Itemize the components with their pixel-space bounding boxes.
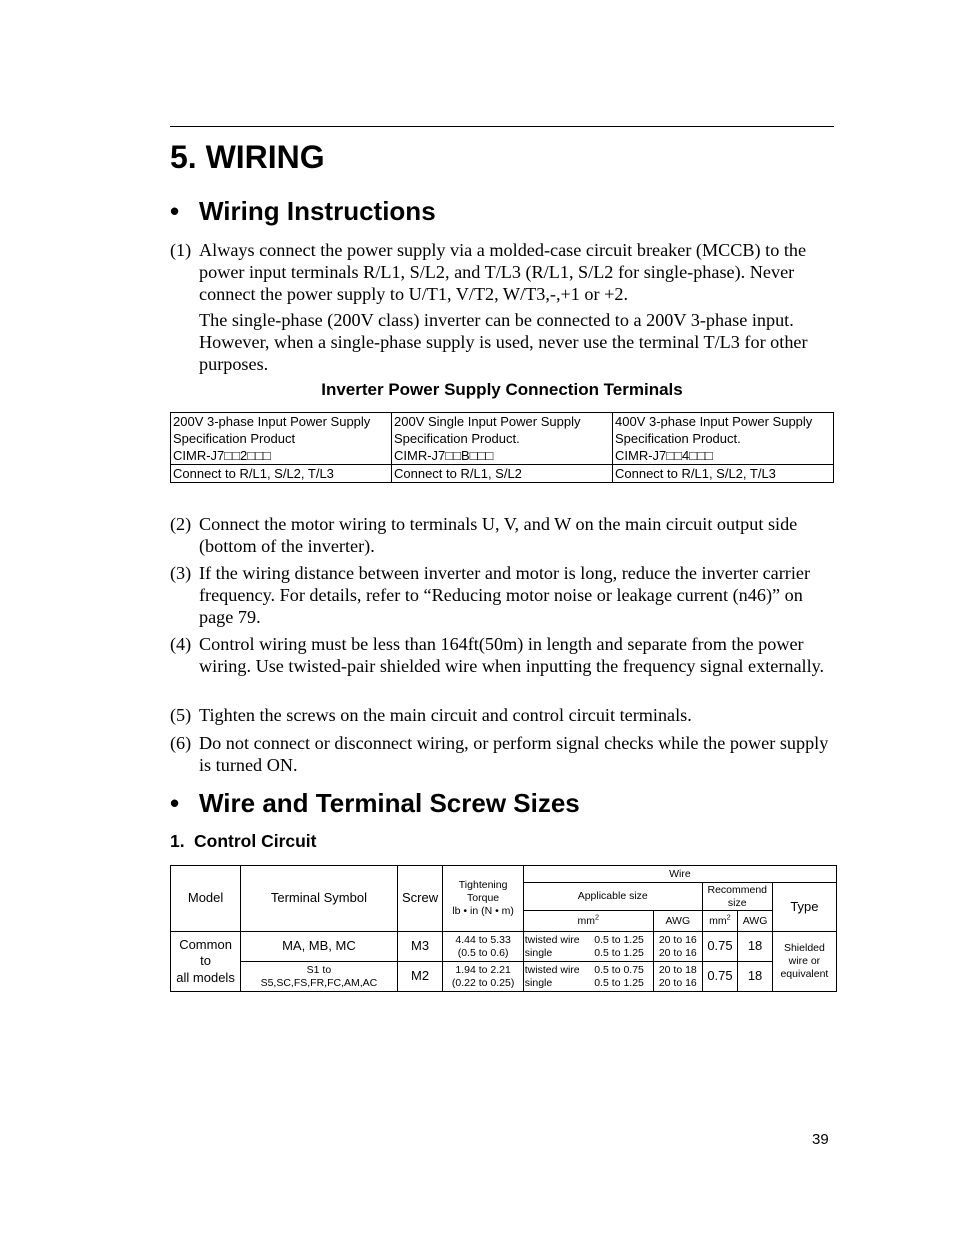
header-rec-mm2 [702,911,738,932]
header-line: lb • in (N • m) [452,905,514,917]
unit-text: mm [577,914,596,927]
cell-line: 4.44 to 5.33 [455,933,511,946]
cell-line: Specification Product. [394,431,520,446]
rec-mm2-cell: 0.75 [702,932,738,962]
table-row [171,962,837,992]
cell-line: 20 to 16 [658,933,697,946]
cell-line: 20 to 16 [658,946,697,959]
control-circuit-wire-table [170,865,837,992]
screw-cell: M2 [397,962,443,992]
unit-superscript: 2 [726,912,731,921]
item-number: (4) [170,634,192,654]
rec-awg-cell: 18 [738,962,773,992]
wire-kind: twisted wire [524,963,580,976]
table-cell [392,413,613,465]
table-header-row [171,866,837,883]
header-awg: AWG [653,911,702,932]
header-type: Type [772,883,836,932]
item-text: Connect the motor wiring to terminals U, V, and W on the main circuit output side (bottom of the inverter). [199,514,798,556]
subsection-title: Control Circuit [194,831,317,851]
header-mm2 [523,911,653,932]
wire-size: 0.5 to 1.25 [594,946,644,959]
cell-line [525,934,652,947]
cell-line: CIMR-J7□□4□□□ [615,448,713,463]
table-cell: Connect to R/L1, S/L2, T/L3 [613,465,834,483]
header-screw: Screw [397,866,443,932]
cell-line: 400V 3-phase Input Power Supply [615,414,813,429]
page-number: 39 [812,1131,829,1148]
item-text: Tighten the screws on the main circuit and control circuit terminals. [199,705,692,725]
item-text: If the wiring distance between inverter and motor is long, reduce the inverter carrier frequency. For details, refer to “Reducing motor noise or leakage current (n46)” on page 79. [199,563,811,627]
instruction-item-6 [170,733,834,777]
cell-line: to [200,953,211,969]
wire-size: 0.5 to 0.75 [594,963,644,976]
terminal-cell [241,962,398,992]
header-rule [170,126,834,127]
table-row [171,465,834,483]
cell-line: Common [179,936,232,952]
table-cell [613,413,834,465]
cell-line: 200V 3-phase Input Power Supply [173,414,371,429]
item-1-note: The single-phase (200V class) inverter can be connected to a 200V 3-phase input. However, when a single-phase supply is used, never use the terminal T/L3 for other purposes. [199,310,808,374]
awg-cell [653,962,702,992]
cell-line: 1.94 to 2.21 [455,963,511,976]
type-cell [772,932,836,992]
section-title: Wire and Terminal Screw Sizes [199,788,580,818]
item-text: Always connect the power supply via a molded-case circuit breaker (MCCB) to the power input terminals R/L1, S/L2, and T/L3 (R/L1, S/L2 for single-phase). Never connect the power supply to U/T1, V/T2, W/T3,-,+1 or +2. [199,240,807,304]
instruction-item-5 [170,705,834,727]
cell-line: CIMR-J7□□2□□□ [173,448,271,463]
cell-line [525,947,652,960]
cell-line: S1 to [306,963,332,976]
cell-line: (0.22 to 0.25) [451,976,515,989]
torque-cell [443,932,523,962]
wire-kind: single [524,946,553,959]
item-number: (3) [170,563,192,583]
header-applicable-size: Applicable size [523,883,702,911]
header-line: Tightening [458,879,508,891]
item-number: (5) [170,705,192,725]
model-cell [171,932,241,992]
wire-kind: single [524,976,553,989]
screw-cell: M3 [397,932,443,962]
item-number: (2) [170,514,192,534]
wire-size: 0.5 to 1.25 [594,976,644,989]
instruction-item-2 [170,514,834,558]
table-cell [171,413,392,465]
header-rec-awg: AWG [738,911,773,932]
table-row [171,413,834,465]
cell-line: Shielded [783,942,825,954]
bullet-icon: • [170,196,180,226]
rec-awg-cell: 18 [738,932,773,962]
header-torque [443,866,523,932]
wire-size: 0.5 to 1.25 [594,933,644,946]
cell-line: wire or [788,955,821,967]
cell-line: CIMR-J7□□B□□□ [394,448,494,463]
cell-line: 200V Single Input Power Supply [394,414,581,429]
power-supply-terminals-table [170,412,834,483]
cell-line: Specification Product. [615,431,741,446]
item-text: Do not connect or disconnect wiring, or perform signal checks while the power supply is turned ON. [199,733,829,775]
item-number: (6) [170,733,192,753]
header-recommend-size: Recommend size [702,883,772,911]
subsection-number: 1. [170,831,185,851]
table-row [171,932,837,962]
instruction-item-3 [170,563,834,628]
cell-line: S5,SC,FS,FR,FC,AM,AC [260,976,378,989]
instruction-item-1 [170,240,834,305]
cell-line: 20 to 18 [658,963,697,976]
awg-cell [653,932,702,962]
cell-line: equivalent [780,968,829,980]
cell-line: 20 to 16 [658,976,697,989]
section-heading-wiring-instructions [170,196,436,227]
table-cell: Connect to R/L1, S/L2, T/L3 [171,465,392,483]
applicable-size-cell [523,962,653,992]
unit-superscript: 2 [595,912,600,921]
cell-line: Specification Product [173,431,296,446]
section-heading-wire-sizes [170,788,580,819]
torque-cell [443,962,523,992]
section-title: Wiring Instructions [199,196,436,226]
item-number: (1) [170,240,192,260]
bullet-icon: • [170,788,180,818]
table-caption: Inverter Power Supply Connection Terminals [321,380,683,399]
wire-kind: twisted wire [524,933,580,946]
header-wire: Wire [523,866,836,883]
instruction-item-4 [170,634,834,678]
cell-line [525,964,652,977]
table-cell: Connect to R/L1, S/L2 [392,465,613,483]
chapter-title: 5. WIRING [170,139,325,175]
applicable-size-cell [523,932,653,962]
cell-line [525,977,652,990]
rec-mm2-cell: 0.75 [702,962,738,992]
header-terminal-symbol: Terminal Symbol [241,866,398,932]
item-text: Control wiring must be less than 164ft(50m) in length and separate from the power wiring. Use twisted-pair shielded wire when inputting the frequency signal externally. [199,634,825,676]
unit-text: mm [709,914,727,927]
subsection-heading [170,831,317,852]
cell-line: all models [176,969,235,985]
header-model: Model [171,866,241,932]
header-line: Torque [467,892,500,904]
cell-line: (0.5 to 0.6) [457,946,509,959]
terminal-cell: MA, MB, MC [241,932,398,962]
